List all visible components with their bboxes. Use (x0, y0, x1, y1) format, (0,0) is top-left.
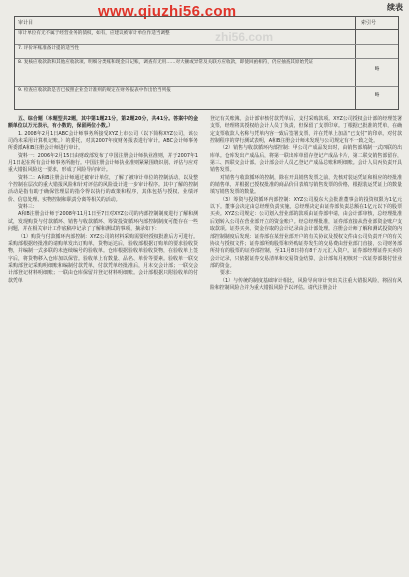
paragraph: （2）销售与收款循环内部控制：甲公司产成品发出时，由销售部填制一式四联的出库单。仓库发出产成品后，将第一联出库单留存登记产成品卡片，第二联交销售部留存，第三、四联交会计部。会计部会计人员乙登记产成品总账和明细账。会计人员丙负责开具销售发票。 (210, 145, 402, 174)
paragraph: （3）筹资与投资循环内部控制：XYZ公司股东大会批准董事会的投资权限为1亿元以下。董事会决定由总经理负责实施。总经理决定由证券部负责总额在1亿元以下的股票买卖。XYZ公司规定：公司划入营业部的款项由证券部申请，由会计部审核，总经理批准后划转入公司在营业部开立的资金账户。经总经理批准，证券部直接从营业部资金账户支取款项。证券买卖、资金存取的会计记录由会计部处理。注册会计师了解和测试投资的内部控制制度后发现：证券部在某营业部开户的有关协议及授权文件由公司负责开户的有关协议与授权文件；证券部所购股票和外购证券发生的交易费由营业部门直接，公司财务部所持有的股票的证券部控制，至11月8日持有8千万元汇入资户。证券部经理证券买卖的会计记录，只依据证券交易清单和交易资金结算，会计部每月初核对一次证券部拨付营业部的资金。 (210, 196, 402, 269)
row-text: 9. 检查应收款款是否已按照企业会计准则的规定在财务报表中作出恰当列报 (18, 88, 171, 93)
paragraph: （1）与传统的制度基础审计相比，风险导向审计突出关注重大错报风险，将固有风险和控制风险合并为重大错报风险予以评估。请代注册会计 (210, 277, 402, 291)
paragraph: 资料三： (18, 204, 38, 211)
paragraph: 资料一：2006年2月15日由财政部发布了中国注册会计师执业准则，并于2007年1月1日起在所有会计师事务所施行。中国注册会计师执业准则紧紧围绕识别、评估与应对重大错报风险这一要求，形成了风险导向审计。 (8, 152, 198, 174)
left-column (8, 116, 198, 285)
table-row (15, 86, 398, 109)
row-ref: 略 (374, 67, 380, 72)
table-header-ref: 索引号 (361, 20, 377, 26)
paragraph: （1）购货与付款循环内部控制：XYZ公司的材料采购需要经授权批准后方可进行。采购部根据经批准的请购单发出订购单，货物运达后，验收部根据订购单的要求验收货物，并编制一式多联的未连续编号的验收单。仓库根据验收单验收货物，在验收单上签字后，将货物移入仓库加以保管。验收单上有数量、品名、单价等要素。验收单一联交采购部登记采购明细账和编制付款凭单，付款凭单经批准后，月末交会计部；一联交会计部登记材料明细账；一联由仓库保留并登记材料明细账。会计部根据只附验收单的付款凭单 (8, 233, 198, 284)
paragraph: 资料二：A和B注册会计师通过被审计单位，了解了被审计单位的控制活动，以及整个控制在层次的重大错报风险和针对评估的风险设计进一步审计程序。其中了解的控制活动是指有助于确保管理层的指令得以执行的政策和程序，其体包括与授权、业绩评价、信息处理、实物控制和职责分离等相关的活动。 (8, 174, 198, 203)
paragraph: 对销售与收款循环的控制，除在开具销售发票之前，先核对装运凭证和相应的经批准的销售单，并根据已授权批准的商品价目表填写销售发票的价格，根据装运凭证上的数量填写销售发票的数量。 (210, 174, 402, 196)
paragraph: 1. 2008年2月1日ABC会计师事务所接受XYZ上市公司（以下简称XYZ公司，该公司尚未采用计算机记账。）的委托，对其2007年度财务报表进行审计。ABC会计师事务所委派A和B注册会计师进行审计。 (8, 130, 198, 152)
watermark-ghost: zhi56.com (215, 30, 274, 44)
row-text: 8. 复核应收款款和其他应收款项、明细分类账和现金日记账，调查有无用……对大额或异常及关联方应收款，即使回函相符，仍应抽查其原始凭证 (18, 60, 314, 65)
watermark: www.qiuzhi56.com (98, 3, 237, 20)
row-ref: 略 (374, 93, 380, 98)
table-row (15, 29, 398, 45)
row-text: 7. 评价坏账准备计提的适当性 (18, 46, 79, 51)
section-heading: 五、综合题（本题型共2题，其中第1题21分，第2题20分，共41分。答案中的金额单位以万元表示，有小数的，保留两位小数。） (8, 116, 198, 130)
row-text: 审计单位有无不属于经营业务的债权，如有，应建议被审计单位作适当调整 (18, 31, 170, 36)
table-header-left: 审计目 (18, 20, 34, 26)
continued-label: 续表 (387, 3, 403, 12)
paragraph: 要求： (220, 270, 235, 277)
right-column (210, 116, 402, 292)
paragraph: 登记有关账簿。会计部审核付款凭单后，支付采购款项。XYZ公司授权会计部的经理签署支票，经理将其授权给会计人员丁负责，但保留了支票印章。丁根据已批准的凭单，在确定支票收款人名称与凭单内容一致后签署支票，并在凭单上加盖“已支付”的印章。对付款控制程序的穿行测试表明，A和B注册会计师未发现与公司规定有不一致之处。 (210, 116, 402, 145)
paragraph: A和B注册会计师于2008年11月1日至7日对XYZ公司的内部控制制度进行了解和测试，发现购货与付款循环、销售与收款循环、筹资投资循环内部控制制度可能存在一些问题，并在相关审计工作底稿中记录了了解和测试的事项，摘录如下： (8, 211, 198, 233)
table-row (15, 58, 398, 87)
audit-table (14, 16, 399, 110)
table-row (15, 44, 398, 59)
